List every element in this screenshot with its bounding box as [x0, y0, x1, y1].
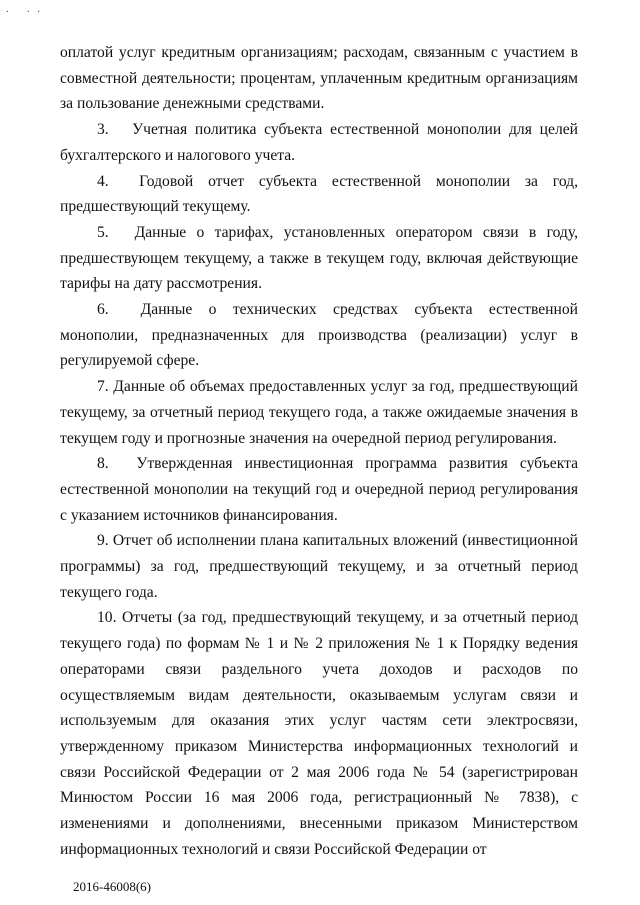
- document-number: 2016-46008(6): [73, 879, 151, 894]
- paragraph-item-9: 9. Отчет об исполнении плана капитальных вложений (инвестиционной программы) за год, предшествующий текущему, и за отчетный период текущего года.: [60, 532, 578, 601]
- paragraph-item-6: 6. Данные о технических средствах субъекта естественной монополии, предназначенных для производства (реализации) услуг в регулируемой сфере.: [60, 301, 578, 370]
- paragraph-item-10: 10. Отчеты (за год, предшествующий текущему, и за отчетный период текущего года) по формам № 1 и № 2 приложения № 1 к Порядку ведения операторами связи раздельного учета доходов и расходов по осуществляемым видам деятельности, оказываемым услугам связи и используемым для оказания этих услуг частям сети электросвязи, утвержденному приказом Министерства информационных технологий и связи Российской Федерации от 2 мая 2006 года № 54 (зарегистрирован Минюстом России 16 мая 2006 года, регистрационный № 7838), с изменениями и дополнениями, внесенными приказом Министерством информационных технологий и связи Российской Федерации от: [60, 609, 578, 858]
- paragraph-item-4: 4. Годовой отчет субъекта естественной монополии за год, предшествующий текущему.: [60, 172, 578, 216]
- paragraph-item-3: 3. Учетная политика субъекта естественной монополии для целей бухгалтерского и налогового учета.: [60, 121, 578, 164]
- document-body: [60, 40, 578, 863]
- paragraph-continuation: оплатой услуг кредитным организациям; расходам, связанным с участием в совместной деятельности; процентам, уплаченным кредитным организациям за пользование денежными средствами.: [60, 44, 578, 113]
- scan-corner-marks: . ..: [6, 4, 48, 15]
- paragraph-item-8: 8. Утвержденная инвестиционная программа развития субъекта естественной монополии на текущий год и очередной период регулирования с указанием источников финансирования.: [60, 455, 578, 524]
- paragraph-item-5: 5. Данные о тарифах, установленных оператором связи в году, предшествующем текущему, а также в текущем году, включая действующие тарифы на дату рассмотрения.: [60, 223, 578, 293]
- paragraph-item-7: 7. Данные об объемах предоставленных услуг за год, предшествующий текущему, за отчетный период текущего года, а также ожидаемые значения в текущем году и прогнозные значения на очередной период регулирования.: [60, 378, 578, 447]
